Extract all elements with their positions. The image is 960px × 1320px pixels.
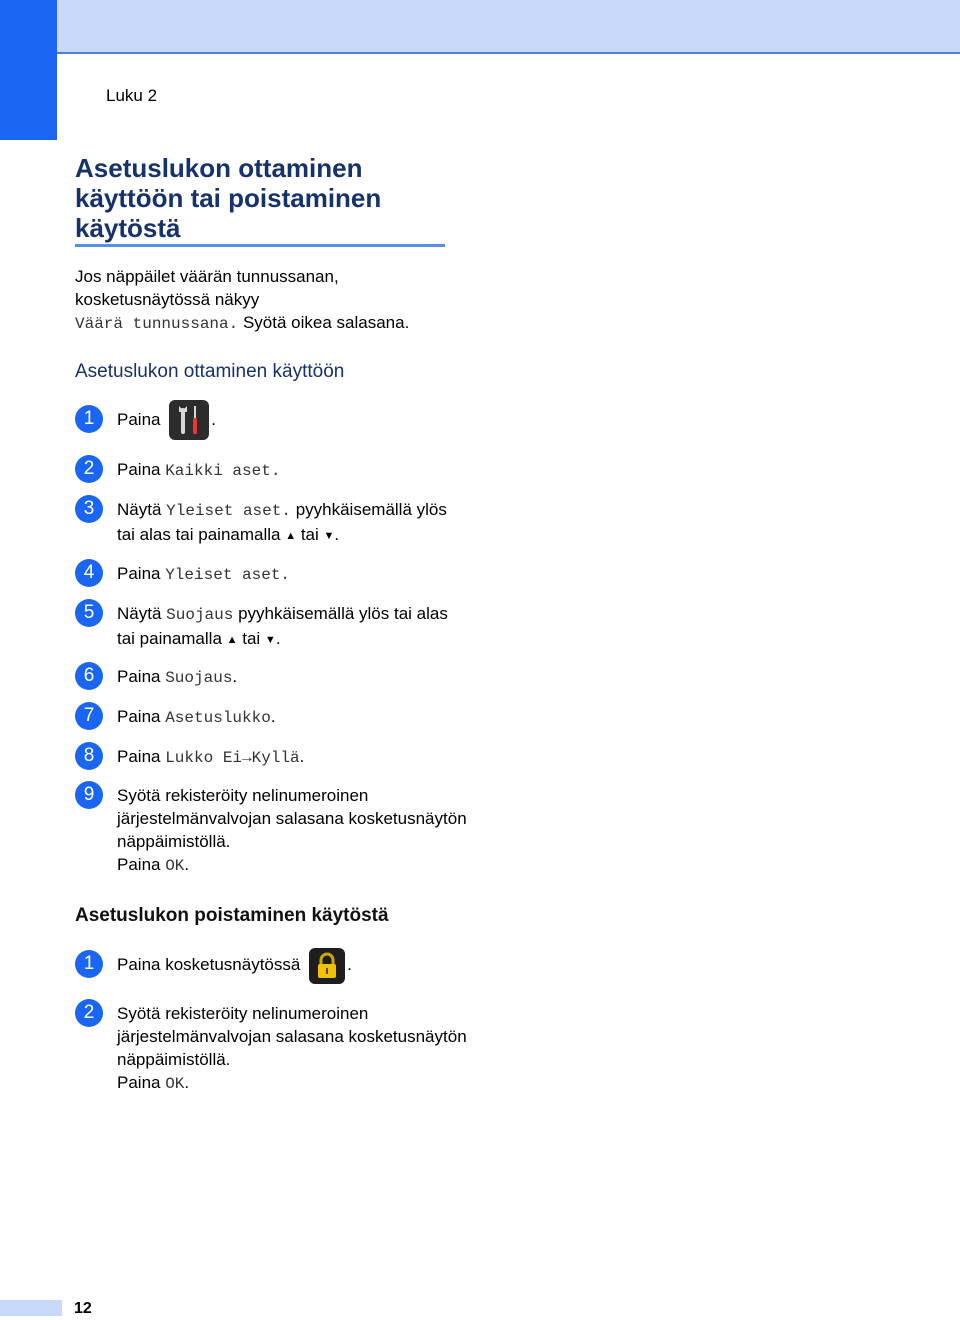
up-arrow-icon: ▲ [226, 634, 238, 646]
down-arrow-icon: ▼ [323, 530, 335, 542]
step-number-badge: 4 [75, 559, 103, 587]
up-arrow-icon: ▲ [285, 530, 297, 542]
step-number-badge: 2 [75, 999, 103, 1027]
step-number-badge: 6 [75, 662, 103, 690]
disable-heading: Asetuslukon poistaminen käytöstä [75, 905, 389, 926]
header-band [0, 0, 960, 54]
step-number-badge: 8 [75, 742, 103, 770]
intro-paragraph: Jos näppäilet väärän tunnussanan, kosketusnäytössä näkyy Väärä tunnussana. Syötä oikea salasana. [75, 267, 410, 333]
tools-icon [169, 400, 209, 440]
chapter-label: Luku 2 [106, 86, 158, 105]
step-number-badge: 2 [75, 455, 103, 483]
step-number-badge: 1 [75, 405, 103, 433]
chapter-tab [0, 0, 57, 140]
step-number-badge: 7 [75, 702, 103, 730]
step-number-badge: 5 [75, 599, 103, 627]
header-rule [57, 52, 960, 54]
step-number-badge: 3 [75, 495, 103, 523]
page-number: 12 [74, 1300, 92, 1317]
section-title: Asetuslukon ottaminen käyttöön tai poistaminen käytöstä [75, 153, 382, 243]
title-underline [75, 244, 445, 247]
step-number-badge: 1 [75, 950, 103, 978]
footer-band [0, 1300, 62, 1316]
down-arrow-icon: ▼ [264, 634, 276, 646]
lock-icon [309, 948, 345, 984]
enable-heading: Asetuslukon ottaminen käyttöön [75, 361, 345, 382]
step-number-badge: 9 [75, 781, 103, 809]
